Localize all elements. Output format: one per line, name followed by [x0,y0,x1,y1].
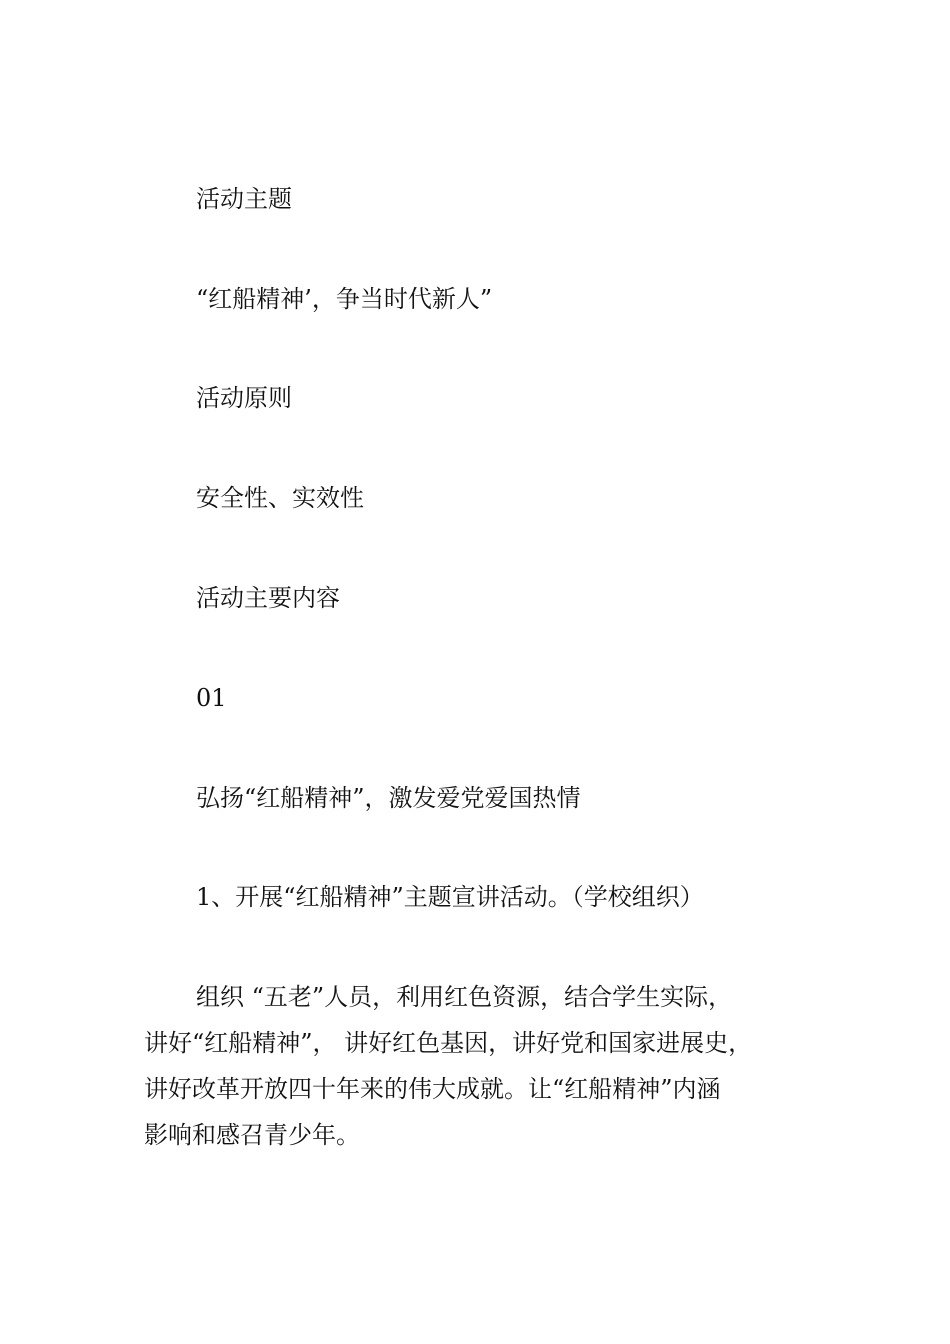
item-1-title: 1、开展“红船精神”主题宣讲活动。（学校组织） [196,883,704,911]
section-title: 弘扬“红船精神”，激发爱党爱国热情 [196,784,581,812]
body-line-3: 讲好改革开放四十年来的伟大成就。让“红船精神”内涵 [144,1075,721,1103]
heading-activity-principle: 活动原则 [196,384,292,412]
body-line-4: 影响和感召青少年。 [144,1121,360,1149]
body-line-1: 组织 “五老”人员，利用红色资源，结合学生实际， [196,983,733,1011]
heading-activity-content: 活动主要内容 [196,584,340,612]
body-line-2: 讲好“红船精神”， 讲好红色基因，讲好党和国家进展史， [144,1029,753,1057]
item-1-body [144,974,844,1158]
heading-activity-theme: 活动主题 [196,185,292,213]
activity-theme-text: “红船精神’，争当时代新人” [196,285,493,313]
activity-principle-text: 安全性、实效性 [196,484,364,512]
section-number: 01 [196,684,227,712]
